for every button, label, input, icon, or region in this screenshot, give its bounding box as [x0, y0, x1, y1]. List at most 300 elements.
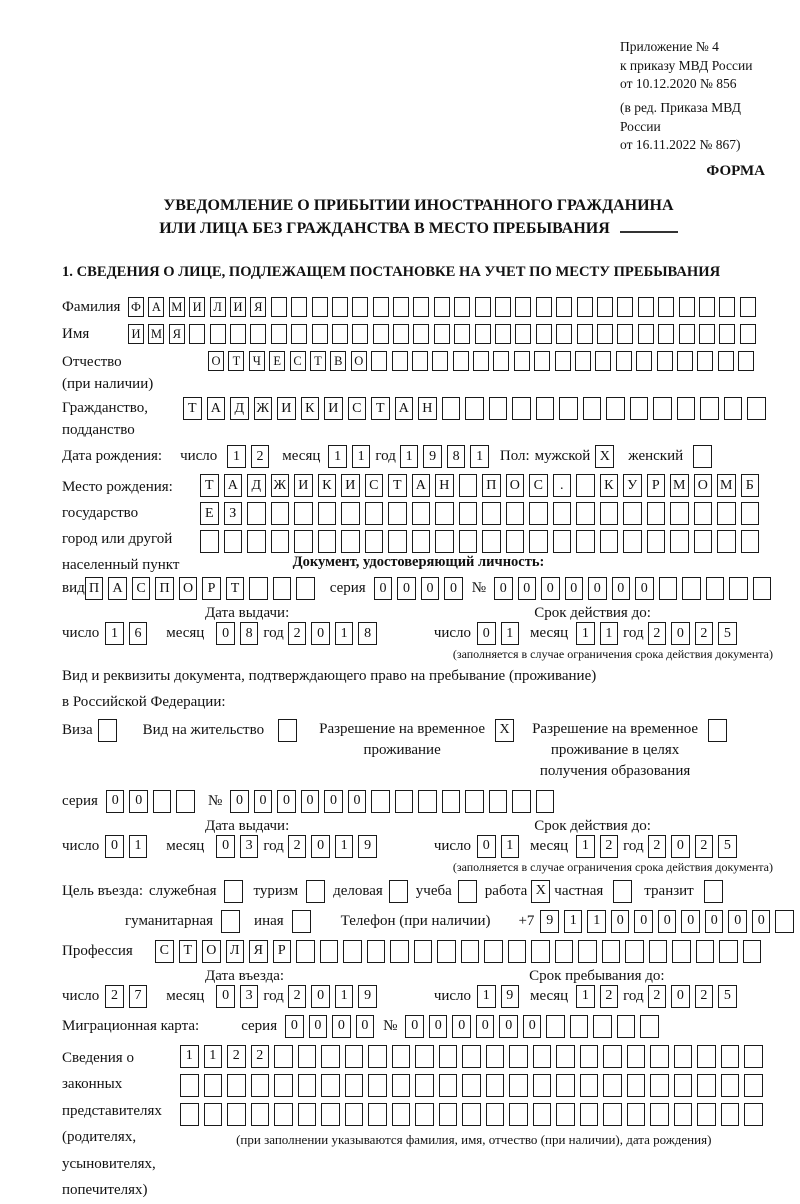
- char-box[interactable]: [415, 1045, 434, 1068]
- char-box[interactable]: Т: [371, 397, 390, 420]
- char-box[interactable]: [392, 1074, 411, 1097]
- char-box[interactable]: [321, 1103, 340, 1126]
- char-box[interactable]: 9: [540, 910, 559, 933]
- char-box[interactable]: [559, 397, 578, 420]
- char-box[interactable]: Н: [418, 397, 437, 420]
- char-box[interactable]: [461, 940, 480, 963]
- char-box[interactable]: 0: [405, 1015, 424, 1038]
- char-box[interactable]: [318, 502, 337, 525]
- char-box[interactable]: 8: [240, 622, 259, 645]
- char-box[interactable]: [679, 324, 695, 344]
- char-box[interactable]: [753, 577, 772, 600]
- char-box[interactable]: [412, 530, 431, 553]
- char-box[interactable]: 3: [240, 835, 259, 858]
- char-box[interactable]: 7: [129, 985, 148, 1008]
- char-box[interactable]: [719, 940, 738, 963]
- char-box[interactable]: 0: [216, 622, 235, 645]
- char-box[interactable]: 0: [477, 835, 496, 858]
- char-box[interactable]: [274, 1074, 293, 1097]
- char-box[interactable]: [318, 530, 337, 553]
- char-box[interactable]: [583, 397, 602, 420]
- char-box[interactable]: [649, 940, 668, 963]
- char-box[interactable]: [435, 502, 454, 525]
- char-box[interactable]: [724, 397, 743, 420]
- char-box[interactable]: [230, 324, 246, 344]
- char-box[interactable]: 9: [358, 835, 377, 858]
- char-box[interactable]: [390, 940, 409, 963]
- char-box[interactable]: С: [290, 351, 306, 371]
- char-box[interactable]: [536, 397, 555, 420]
- char-box[interactable]: Т: [388, 474, 407, 497]
- char-box[interactable]: 0: [324, 790, 343, 813]
- char-box[interactable]: X: [595, 445, 614, 468]
- char-box[interactable]: [312, 324, 328, 344]
- char-box[interactable]: [465, 397, 484, 420]
- char-box[interactable]: [509, 1045, 528, 1068]
- char-box[interactable]: [296, 940, 315, 963]
- char-box[interactable]: 0: [452, 1015, 471, 1038]
- char-box[interactable]: 2: [288, 985, 307, 1008]
- char-box[interactable]: [247, 502, 266, 525]
- char-box[interactable]: [706, 577, 725, 600]
- char-box[interactable]: А: [108, 577, 127, 600]
- char-box[interactable]: [514, 351, 530, 371]
- char-box[interactable]: [721, 1074, 740, 1097]
- char-box[interactable]: [647, 530, 666, 553]
- char-box[interactable]: [484, 940, 503, 963]
- char-box[interactable]: [697, 1045, 716, 1068]
- char-box[interactable]: 0: [476, 1015, 495, 1038]
- char-box[interactable]: [704, 880, 723, 903]
- char-box[interactable]: [699, 297, 715, 317]
- char-box[interactable]: [352, 297, 368, 317]
- char-box[interactable]: [597, 324, 613, 344]
- char-box[interactable]: 2: [648, 835, 667, 858]
- char-box[interactable]: 2: [648, 985, 667, 1008]
- char-box[interactable]: 0: [285, 1015, 304, 1038]
- char-box[interactable]: А: [207, 397, 226, 420]
- char-box[interactable]: [556, 1103, 575, 1126]
- char-box[interactable]: 8: [358, 622, 377, 645]
- char-box[interactable]: [291, 297, 307, 317]
- char-box[interactable]: X: [495, 719, 514, 742]
- char-box[interactable]: [373, 297, 389, 317]
- char-box[interactable]: [650, 1103, 669, 1126]
- char-box[interactable]: 0: [309, 1015, 328, 1038]
- char-box[interactable]: [439, 1103, 458, 1126]
- char-box[interactable]: [321, 1045, 340, 1068]
- char-box[interactable]: [321, 1074, 340, 1097]
- char-box[interactable]: 1: [564, 910, 583, 933]
- char-box[interactable]: [534, 351, 550, 371]
- char-box[interactable]: [623, 530, 642, 553]
- char-box[interactable]: 1: [105, 622, 124, 645]
- char-box[interactable]: [210, 324, 226, 344]
- char-box[interactable]: [718, 351, 734, 371]
- char-box[interactable]: [580, 1103, 599, 1126]
- char-box[interactable]: [393, 297, 409, 317]
- char-box[interactable]: [515, 297, 531, 317]
- char-box[interactable]: [249, 577, 268, 600]
- char-box[interactable]: [677, 351, 693, 371]
- char-box[interactable]: С: [348, 397, 367, 420]
- char-box[interactable]: [341, 530, 360, 553]
- char-box[interactable]: [345, 1103, 364, 1126]
- char-box[interactable]: Д: [230, 397, 249, 420]
- char-box[interactable]: И: [324, 397, 343, 420]
- char-box[interactable]: [345, 1045, 364, 1068]
- char-box[interactable]: И: [341, 474, 360, 497]
- char-box[interactable]: [553, 502, 572, 525]
- char-box[interactable]: [388, 502, 407, 525]
- char-box[interactable]: [493, 351, 509, 371]
- char-box[interactable]: 0: [421, 577, 440, 600]
- char-box[interactable]: 1: [227, 445, 246, 468]
- char-box[interactable]: 0: [356, 1015, 375, 1038]
- char-box[interactable]: [741, 530, 760, 553]
- char-box[interactable]: [454, 297, 470, 317]
- char-box[interactable]: 6: [129, 622, 148, 645]
- char-box[interactable]: [296, 577, 315, 600]
- char-box[interactable]: [294, 530, 313, 553]
- char-box[interactable]: 0: [311, 835, 330, 858]
- char-box[interactable]: [506, 502, 525, 525]
- char-box[interactable]: [221, 910, 240, 933]
- char-box[interactable]: 0: [477, 622, 496, 645]
- char-box[interactable]: [434, 324, 450, 344]
- char-box[interactable]: О: [506, 474, 525, 497]
- char-box[interactable]: [271, 530, 290, 553]
- char-box[interactable]: 9: [423, 445, 442, 468]
- char-box[interactable]: [717, 502, 736, 525]
- char-box[interactable]: [647, 502, 666, 525]
- char-box[interactable]: И: [230, 297, 246, 317]
- char-box[interactable]: О: [179, 577, 198, 600]
- char-box[interactable]: 5: [718, 835, 737, 858]
- char-box[interactable]: 0: [752, 910, 771, 933]
- char-box[interactable]: [674, 1103, 693, 1126]
- char-box[interactable]: М: [169, 297, 185, 317]
- char-box[interactable]: [320, 940, 339, 963]
- char-box[interactable]: 1: [400, 445, 419, 468]
- char-box[interactable]: [462, 1074, 481, 1097]
- char-box[interactable]: [679, 297, 695, 317]
- char-box[interactable]: О: [208, 351, 224, 371]
- char-box[interactable]: [650, 1045, 669, 1068]
- char-box[interactable]: 0: [106, 790, 125, 813]
- char-box[interactable]: [495, 324, 511, 344]
- char-box[interactable]: [515, 324, 531, 344]
- char-box[interactable]: [597, 297, 613, 317]
- char-box[interactable]: [365, 502, 384, 525]
- char-box[interactable]: [593, 1015, 612, 1038]
- char-box[interactable]: О: [351, 351, 367, 371]
- char-box[interactable]: 1: [335, 622, 354, 645]
- char-box[interactable]: [475, 297, 491, 317]
- char-box[interactable]: 1: [352, 445, 371, 468]
- char-box[interactable]: [556, 1074, 575, 1097]
- char-box[interactable]: [392, 351, 408, 371]
- char-box[interactable]: 0: [397, 577, 416, 600]
- char-box[interactable]: [617, 297, 633, 317]
- char-box[interactable]: 2: [251, 1045, 270, 1068]
- char-box[interactable]: М: [670, 474, 689, 497]
- char-box[interactable]: Р: [202, 577, 221, 600]
- char-box[interactable]: Е: [269, 351, 285, 371]
- char-box[interactable]: [312, 297, 328, 317]
- char-box[interactable]: [227, 1074, 246, 1097]
- char-box[interactable]: Р: [647, 474, 666, 497]
- char-box[interactable]: [341, 502, 360, 525]
- char-box[interactable]: А: [148, 297, 164, 317]
- char-box[interactable]: [227, 1103, 246, 1126]
- char-box[interactable]: 0: [705, 910, 724, 933]
- char-box[interactable]: [413, 297, 429, 317]
- char-box[interactable]: Л: [226, 940, 245, 963]
- char-box[interactable]: [278, 719, 297, 742]
- char-box[interactable]: [638, 324, 654, 344]
- char-box[interactable]: Ж: [271, 474, 290, 497]
- char-box[interactable]: 0: [565, 577, 584, 600]
- char-box[interactable]: [740, 324, 756, 344]
- char-box[interactable]: 5: [718, 985, 737, 1008]
- char-box[interactable]: [658, 324, 674, 344]
- char-box[interactable]: [555, 940, 574, 963]
- char-box[interactable]: [180, 1103, 199, 1126]
- char-box[interactable]: Т: [226, 577, 245, 600]
- char-box[interactable]: К: [318, 474, 337, 497]
- char-box[interactable]: [465, 790, 484, 813]
- char-box[interactable]: [670, 530, 689, 553]
- char-box[interactable]: 0: [518, 577, 537, 600]
- char-box[interactable]: [729, 577, 748, 600]
- char-box[interactable]: [721, 1045, 740, 1068]
- char-box[interactable]: [603, 1074, 622, 1097]
- char-box[interactable]: 0: [332, 1015, 351, 1038]
- char-box[interactable]: [274, 1045, 293, 1068]
- char-box[interactable]: К: [301, 397, 320, 420]
- char-box[interactable]: [719, 324, 735, 344]
- char-box[interactable]: [744, 1074, 763, 1097]
- char-box[interactable]: [576, 530, 595, 553]
- char-box[interactable]: 0: [541, 577, 560, 600]
- char-box[interactable]: [489, 790, 508, 813]
- char-box[interactable]: [437, 940, 456, 963]
- char-box[interactable]: [273, 577, 292, 600]
- char-box[interactable]: 5: [718, 622, 737, 645]
- char-box[interactable]: 0: [671, 985, 690, 1008]
- char-box[interactable]: [395, 790, 414, 813]
- char-box[interactable]: [570, 1015, 589, 1038]
- char-box[interactable]: [442, 790, 461, 813]
- char-box[interactable]: [418, 790, 437, 813]
- char-box[interactable]: [332, 297, 348, 317]
- char-box[interactable]: 0: [277, 790, 296, 813]
- char-box[interactable]: [529, 530, 548, 553]
- char-box[interactable]: [672, 940, 691, 963]
- char-box[interactable]: 8: [447, 445, 466, 468]
- char-box[interactable]: [696, 940, 715, 963]
- char-box[interactable]: [176, 790, 195, 813]
- char-box[interactable]: 0: [230, 790, 249, 813]
- char-box[interactable]: [717, 530, 736, 553]
- char-box[interactable]: З: [224, 502, 243, 525]
- char-box[interactable]: [432, 351, 448, 371]
- char-box[interactable]: [98, 719, 117, 742]
- char-box[interactable]: Н: [435, 474, 454, 497]
- char-box[interactable]: 2: [600, 985, 619, 1008]
- char-box[interactable]: Ж: [254, 397, 273, 420]
- char-box[interactable]: 1: [576, 622, 595, 645]
- char-box[interactable]: [458, 880, 477, 903]
- char-box[interactable]: [180, 1074, 199, 1097]
- char-box[interactable]: 1: [129, 835, 148, 858]
- char-box[interactable]: [509, 1074, 528, 1097]
- char-box[interactable]: [368, 1045, 387, 1068]
- char-box[interactable]: [271, 324, 287, 344]
- char-box[interactable]: И: [277, 397, 296, 420]
- char-box[interactable]: 1: [335, 835, 354, 858]
- char-box[interactable]: 1: [576, 835, 595, 858]
- char-box[interactable]: [371, 790, 390, 813]
- char-box[interactable]: [442, 397, 461, 420]
- char-box[interactable]: [508, 940, 527, 963]
- char-box[interactable]: [332, 324, 348, 344]
- char-box[interactable]: [708, 719, 727, 742]
- char-box[interactable]: [636, 351, 652, 371]
- char-box[interactable]: [298, 1045, 317, 1068]
- char-box[interactable]: [459, 502, 478, 525]
- char-box[interactable]: [412, 502, 431, 525]
- char-box[interactable]: К: [600, 474, 619, 497]
- char-box[interactable]: [392, 1045, 411, 1068]
- char-box[interactable]: [251, 1103, 270, 1126]
- char-box[interactable]: [294, 502, 313, 525]
- char-box[interactable]: [462, 1045, 481, 1068]
- char-box[interactable]: [693, 445, 712, 468]
- char-box[interactable]: [368, 1103, 387, 1126]
- char-box[interactable]: О: [202, 940, 221, 963]
- char-box[interactable]: [388, 530, 407, 553]
- char-box[interactable]: 2: [600, 835, 619, 858]
- char-box[interactable]: [744, 1103, 763, 1126]
- char-box[interactable]: [536, 790, 555, 813]
- char-box[interactable]: 1: [501, 835, 520, 858]
- char-box[interactable]: [454, 324, 470, 344]
- char-box[interactable]: [697, 351, 713, 371]
- char-box[interactable]: [224, 880, 243, 903]
- char-box[interactable]: [606, 397, 625, 420]
- char-box[interactable]: 0: [105, 835, 124, 858]
- char-box[interactable]: 1: [587, 910, 606, 933]
- char-box[interactable]: [657, 351, 673, 371]
- char-box[interactable]: 2: [288, 835, 307, 858]
- char-box[interactable]: С: [529, 474, 548, 497]
- char-box[interactable]: [371, 351, 387, 371]
- char-box[interactable]: [434, 297, 450, 317]
- char-box[interactable]: В: [330, 351, 346, 371]
- char-box[interactable]: 0: [254, 790, 273, 813]
- char-box[interactable]: [415, 1074, 434, 1097]
- char-box[interactable]: [533, 1074, 552, 1097]
- char-box[interactable]: 0: [611, 910, 630, 933]
- char-box[interactable]: Т: [183, 397, 202, 420]
- char-box[interactable]: [623, 502, 642, 525]
- char-box[interactable]: 1: [576, 985, 595, 1008]
- char-box[interactable]: [536, 324, 552, 344]
- char-box[interactable]: 0: [681, 910, 700, 933]
- char-box[interactable]: [298, 1074, 317, 1097]
- char-box[interactable]: 2: [695, 622, 714, 645]
- char-box[interactable]: [393, 324, 409, 344]
- char-box[interactable]: 1: [470, 445, 489, 468]
- char-box[interactable]: [415, 1103, 434, 1126]
- char-box[interactable]: [741, 502, 760, 525]
- char-box[interactable]: [700, 397, 719, 420]
- char-box[interactable]: [576, 474, 595, 497]
- char-box[interactable]: Е: [200, 502, 219, 525]
- char-box[interactable]: [630, 397, 649, 420]
- char-box[interactable]: [529, 502, 548, 525]
- char-box[interactable]: 1: [600, 622, 619, 645]
- char-box[interactable]: [555, 351, 571, 371]
- char-box[interactable]: [412, 351, 428, 371]
- char-box[interactable]: X: [531, 880, 550, 903]
- char-box[interactable]: Д: [247, 474, 266, 497]
- char-box[interactable]: 0: [129, 790, 148, 813]
- char-box[interactable]: 0: [216, 835, 235, 858]
- char-box[interactable]: [439, 1045, 458, 1068]
- char-box[interactable]: [653, 397, 672, 420]
- char-box[interactable]: 0: [588, 577, 607, 600]
- char-box[interactable]: [459, 474, 478, 497]
- char-box[interactable]: 9: [501, 985, 520, 1008]
- char-box[interactable]: [577, 324, 593, 344]
- char-box[interactable]: [694, 530, 713, 553]
- char-box[interactable]: 2: [648, 622, 667, 645]
- char-box[interactable]: Я: [169, 324, 185, 344]
- char-box[interactable]: [556, 324, 572, 344]
- char-box[interactable]: 0: [216, 985, 235, 1008]
- char-box[interactable]: [459, 530, 478, 553]
- char-box[interactable]: И: [189, 297, 205, 317]
- char-box[interactable]: 0: [671, 622, 690, 645]
- char-box[interactable]: П: [155, 577, 174, 600]
- char-box[interactable]: [345, 1074, 364, 1097]
- char-box[interactable]: [546, 1015, 565, 1038]
- char-box[interactable]: [512, 397, 531, 420]
- char-box[interactable]: [343, 940, 362, 963]
- char-box[interactable]: 1: [204, 1045, 223, 1068]
- char-box[interactable]: [200, 530, 219, 553]
- char-box[interactable]: [627, 1045, 646, 1068]
- char-box[interactable]: [506, 530, 525, 553]
- char-box[interactable]: 1: [477, 985, 496, 1008]
- char-box[interactable]: [439, 1074, 458, 1097]
- char-box[interactable]: [682, 577, 701, 600]
- char-box[interactable]: [495, 297, 511, 317]
- char-box[interactable]: [556, 297, 572, 317]
- char-box[interactable]: 0: [494, 577, 513, 600]
- char-box[interactable]: [368, 1074, 387, 1097]
- char-box[interactable]: [389, 880, 408, 903]
- char-box[interactable]: И: [128, 324, 144, 344]
- char-box[interactable]: [670, 502, 689, 525]
- char-box[interactable]: 0: [612, 577, 631, 600]
- char-box[interactable]: [743, 940, 762, 963]
- char-box[interactable]: [677, 397, 696, 420]
- char-box[interactable]: [556, 1045, 575, 1068]
